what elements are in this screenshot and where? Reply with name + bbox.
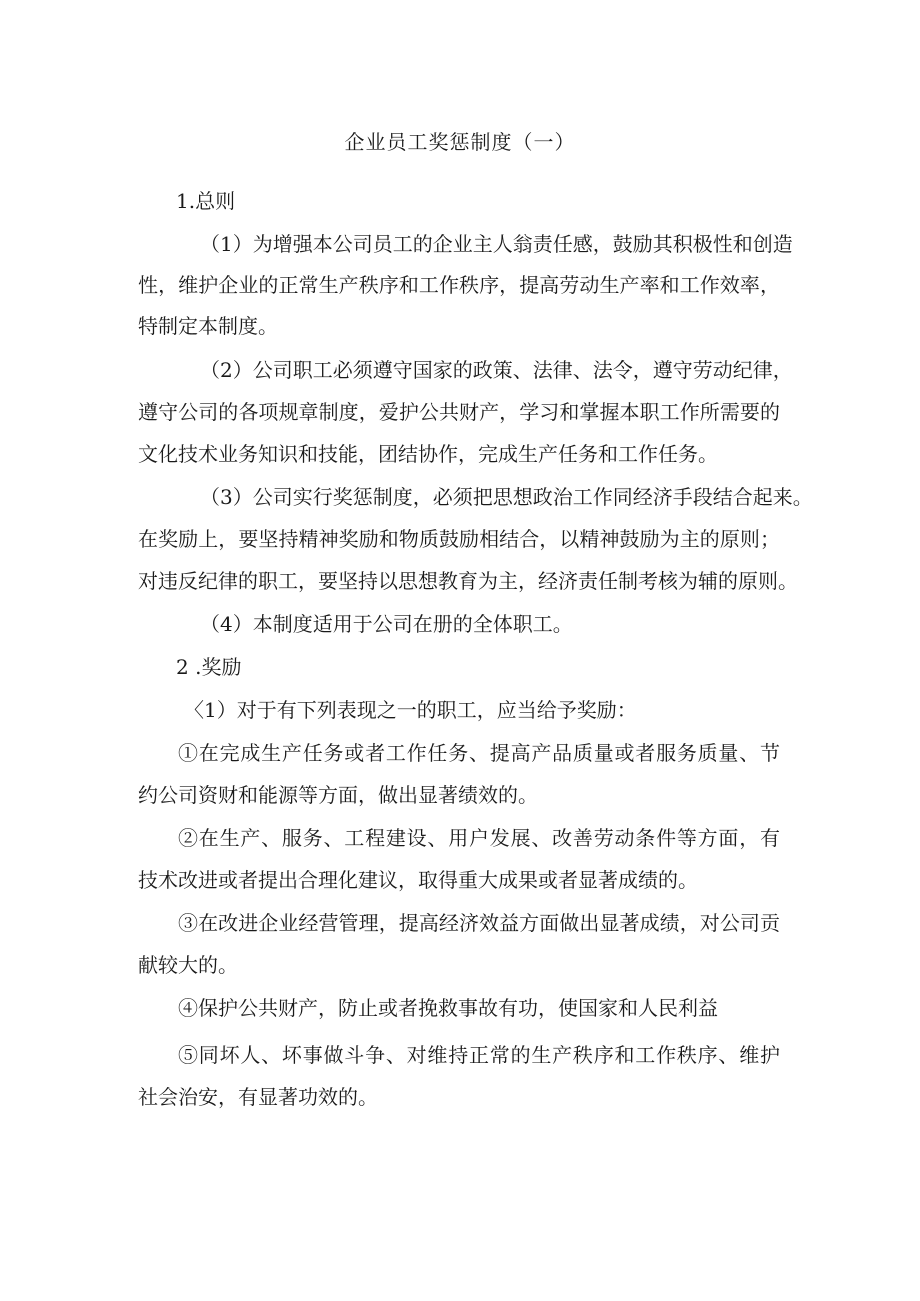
list-item-line: 技术改进或者提出合理化建议，取得重大成果或者显著成绩的。 xyxy=(138,868,698,892)
section-heading-general: 1.总则 xyxy=(176,189,236,213)
paragraph-line: （4）本制度适用于公司在册的全体职工。 xyxy=(200,612,573,636)
document-title: 企业员工奖惩制度（一） xyxy=(344,130,576,154)
paragraph-line: 在奖励上，要坚持精神奖励和物质鼓励相结合，以精神鼓励为主的原则； xyxy=(138,527,780,551)
list-item-line: 社会治安，有显著功效的。 xyxy=(138,1085,378,1109)
list-item-line: 献较大的。 xyxy=(138,953,238,977)
paragraph-line: 文化技术业务知识和技能，团结协作，完成生产任务和工作任务。 xyxy=(138,442,718,466)
list-item-line: ⑤同坏人、坏事做斗争、对维持正常的生产秩序和工作秩序、维护 xyxy=(178,1043,780,1067)
paragraph-line: 遵守公司的各项规章制度，爱护公共财产，学习和掌握本职工作所需要的 xyxy=(138,400,780,424)
list-item-line: ③在改进企业经营管理，提高经济效益方面做出显著成绩，对公司贡 xyxy=(178,911,780,935)
paragraph-line: （1）为增强本公司员工的企业主人翁责任感，鼓励其积极性和创造 xyxy=(200,232,793,256)
list-item-line: ①在完成生产任务或者工作任务、提高产品质量或者服务质量、节 xyxy=(178,741,780,765)
list-item-line: 约公司资财和能源等方面，做出显著绩效的。 xyxy=(138,783,538,807)
list-item-line: ④保护公共财产，防止或者挽救事故有功，使国家和人民利益 xyxy=(178,996,718,1020)
section-heading-rewards: 2 .奖励 xyxy=(176,655,242,679)
paragraph-line: 对违反纪律的职工，要坚持以思想教育为主，经济责任制考核为辅的原则。 xyxy=(138,569,798,593)
paragraph-line: 〈1）对于有下列表现之一的职工，应当给予奖励： xyxy=(184,698,637,722)
paragraph-line: （3）公司实行奖惩制度，必须把思想政治工作同经济手段结合起来。 xyxy=(200,485,813,509)
paragraph-line: 特制定本制度。 xyxy=(138,314,278,338)
list-item-line: ②在生产、服务、工程建设、用户发展、改善劳动条件等方面，有 xyxy=(178,826,780,850)
paragraph-line: （2）公司职工必须遵守国家的政策、法律、法令，遵守劳动纪律， xyxy=(200,358,793,382)
paragraph-line: 性，维护企业的正常生产秩序和工作秩序，提高劳动生产率和工作效率， xyxy=(138,273,780,297)
